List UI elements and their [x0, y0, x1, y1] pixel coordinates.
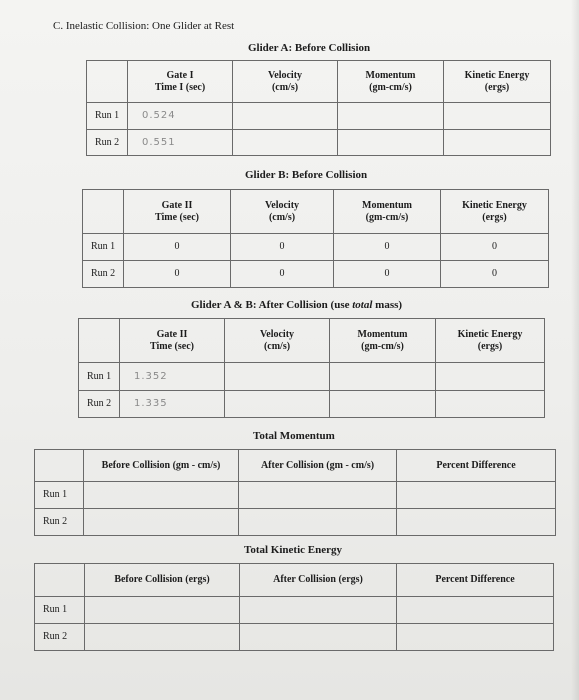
corner-cell: [35, 450, 84, 482]
momentum-value: 0: [334, 234, 441, 261]
page-heading: C. Inelastic Collision: One Glider at Rest: [53, 20, 235, 32]
total-ke-table: [34, 563, 554, 651]
table-row: [35, 597, 554, 624]
velocity-cell: [233, 130, 338, 156]
row-label: Run 2: [79, 391, 120, 418]
row-label: Run 1: [79, 363, 120, 391]
glider-a-title: Glider A: Before Collision: [248, 42, 371, 54]
momentum-cell: [338, 103, 444, 130]
after-cell: [239, 482, 397, 509]
corner-cell: [79, 319, 120, 363]
header-after-collision: After Collision (ergs): [240, 564, 397, 597]
time-value: 1.352: [120, 363, 225, 391]
header-kinetic-energy: Kinetic Energy (ergs): [441, 190, 549, 234]
velocity-value: 0: [231, 234, 334, 261]
table-row: [83, 261, 549, 288]
time-value: 0.551: [128, 130, 233, 156]
row-label: Run 2: [83, 261, 124, 288]
ke-value: 0: [441, 261, 549, 288]
glider-ab-title-emphasis: total: [352, 299, 373, 311]
header-percent-difference: Percent Difference: [397, 564, 554, 597]
header-momentum: Momentum (gm-cm/s): [330, 319, 436, 363]
percent-cell: [397, 482, 556, 509]
after-cell: [239, 509, 397, 536]
row-label: Run 2: [35, 509, 84, 536]
before-cell: [84, 482, 239, 509]
header-kinetic-energy: Kinetic Energy (ergs): [436, 319, 545, 363]
header-velocity: Velocity (cm/s): [231, 190, 334, 234]
before-cell: [84, 509, 239, 536]
header-velocity: Velocity (cm/s): [225, 319, 330, 363]
header-momentum: Momentum (gm-cm/s): [338, 61, 444, 103]
corner-cell: [35, 564, 85, 597]
momentum-cell: [330, 363, 436, 391]
header-gate: Gate II Time (sec): [120, 319, 225, 363]
glider-b-title: Glider B: Before Collision: [245, 169, 368, 181]
table-row: [35, 624, 554, 651]
header-percent-difference: Percent Difference: [397, 450, 556, 482]
header-momentum: Momentum (gm-cm/s): [334, 190, 441, 234]
time-value: 1.335: [120, 391, 225, 418]
row-label: Run 2: [87, 130, 128, 156]
table-row: [79, 391, 545, 418]
ke-value: 0: [441, 234, 549, 261]
momentum-cell: [338, 130, 444, 156]
before-cell: [85, 597, 240, 624]
table-row: [83, 234, 549, 261]
after-cell: [240, 597, 397, 624]
header-before-collision: Before Collision (ergs): [85, 564, 240, 597]
time-value: 0: [124, 234, 231, 261]
time-value: 0: [124, 261, 231, 288]
header-gate: Gate I Time I (sec): [128, 61, 233, 103]
row-label: Run 1: [83, 234, 124, 261]
momentum-value: 0: [334, 261, 441, 288]
glider-ab-title: [191, 299, 402, 311]
time-value: 0.524: [128, 103, 233, 130]
header-kinetic-energy: Kinetic Energy (ergs): [444, 61, 551, 103]
before-cell: [85, 624, 240, 651]
total-momentum-table: [34, 449, 556, 536]
velocity-value: 0: [231, 261, 334, 288]
header-before-collision: Before Collision (gm - cm/s): [84, 450, 239, 482]
glider-ab-title-prefix: Glider A & B: After Collision (use: [191, 299, 353, 311]
momentum-cell: [330, 391, 436, 418]
ke-cell: [436, 363, 545, 391]
corner-cell: [83, 190, 124, 234]
ke-cell: [436, 391, 545, 418]
row-label: Run 1: [87, 103, 128, 130]
header-gate: Gate II Time (sec): [124, 190, 231, 234]
after-cell: [240, 624, 397, 651]
glider-ab-table: [78, 318, 545, 418]
ke-cell: [444, 103, 551, 130]
glider-b-table: [82, 189, 549, 288]
table-row: [87, 103, 551, 130]
table-row: [87, 130, 551, 156]
glider-a-table: [86, 60, 551, 156]
percent-cell: [397, 509, 556, 536]
corner-cell: [87, 61, 128, 103]
page-edge-shadow: [571, 0, 579, 700]
percent-cell: [397, 624, 554, 651]
total-momentum-title: Total Momentum: [253, 430, 335, 442]
velocity-cell: [225, 391, 330, 418]
row-label: Run 2: [35, 624, 85, 651]
row-label: Run 1: [35, 482, 84, 509]
row-label: Run 1: [35, 597, 85, 624]
velocity-cell: [225, 363, 330, 391]
table-row: [79, 363, 545, 391]
ke-cell: [444, 130, 551, 156]
total-ke-title: Total Kinetic Energy: [244, 544, 342, 556]
glider-ab-title-suffix: mass): [372, 299, 403, 311]
header-after-collision: After Collision (gm - cm/s): [239, 450, 397, 482]
velocity-cell: [233, 103, 338, 130]
table-row: [35, 482, 556, 509]
header-velocity: Velocity (cm/s): [233, 61, 338, 103]
table-row: [35, 509, 556, 536]
percent-cell: [397, 597, 554, 624]
